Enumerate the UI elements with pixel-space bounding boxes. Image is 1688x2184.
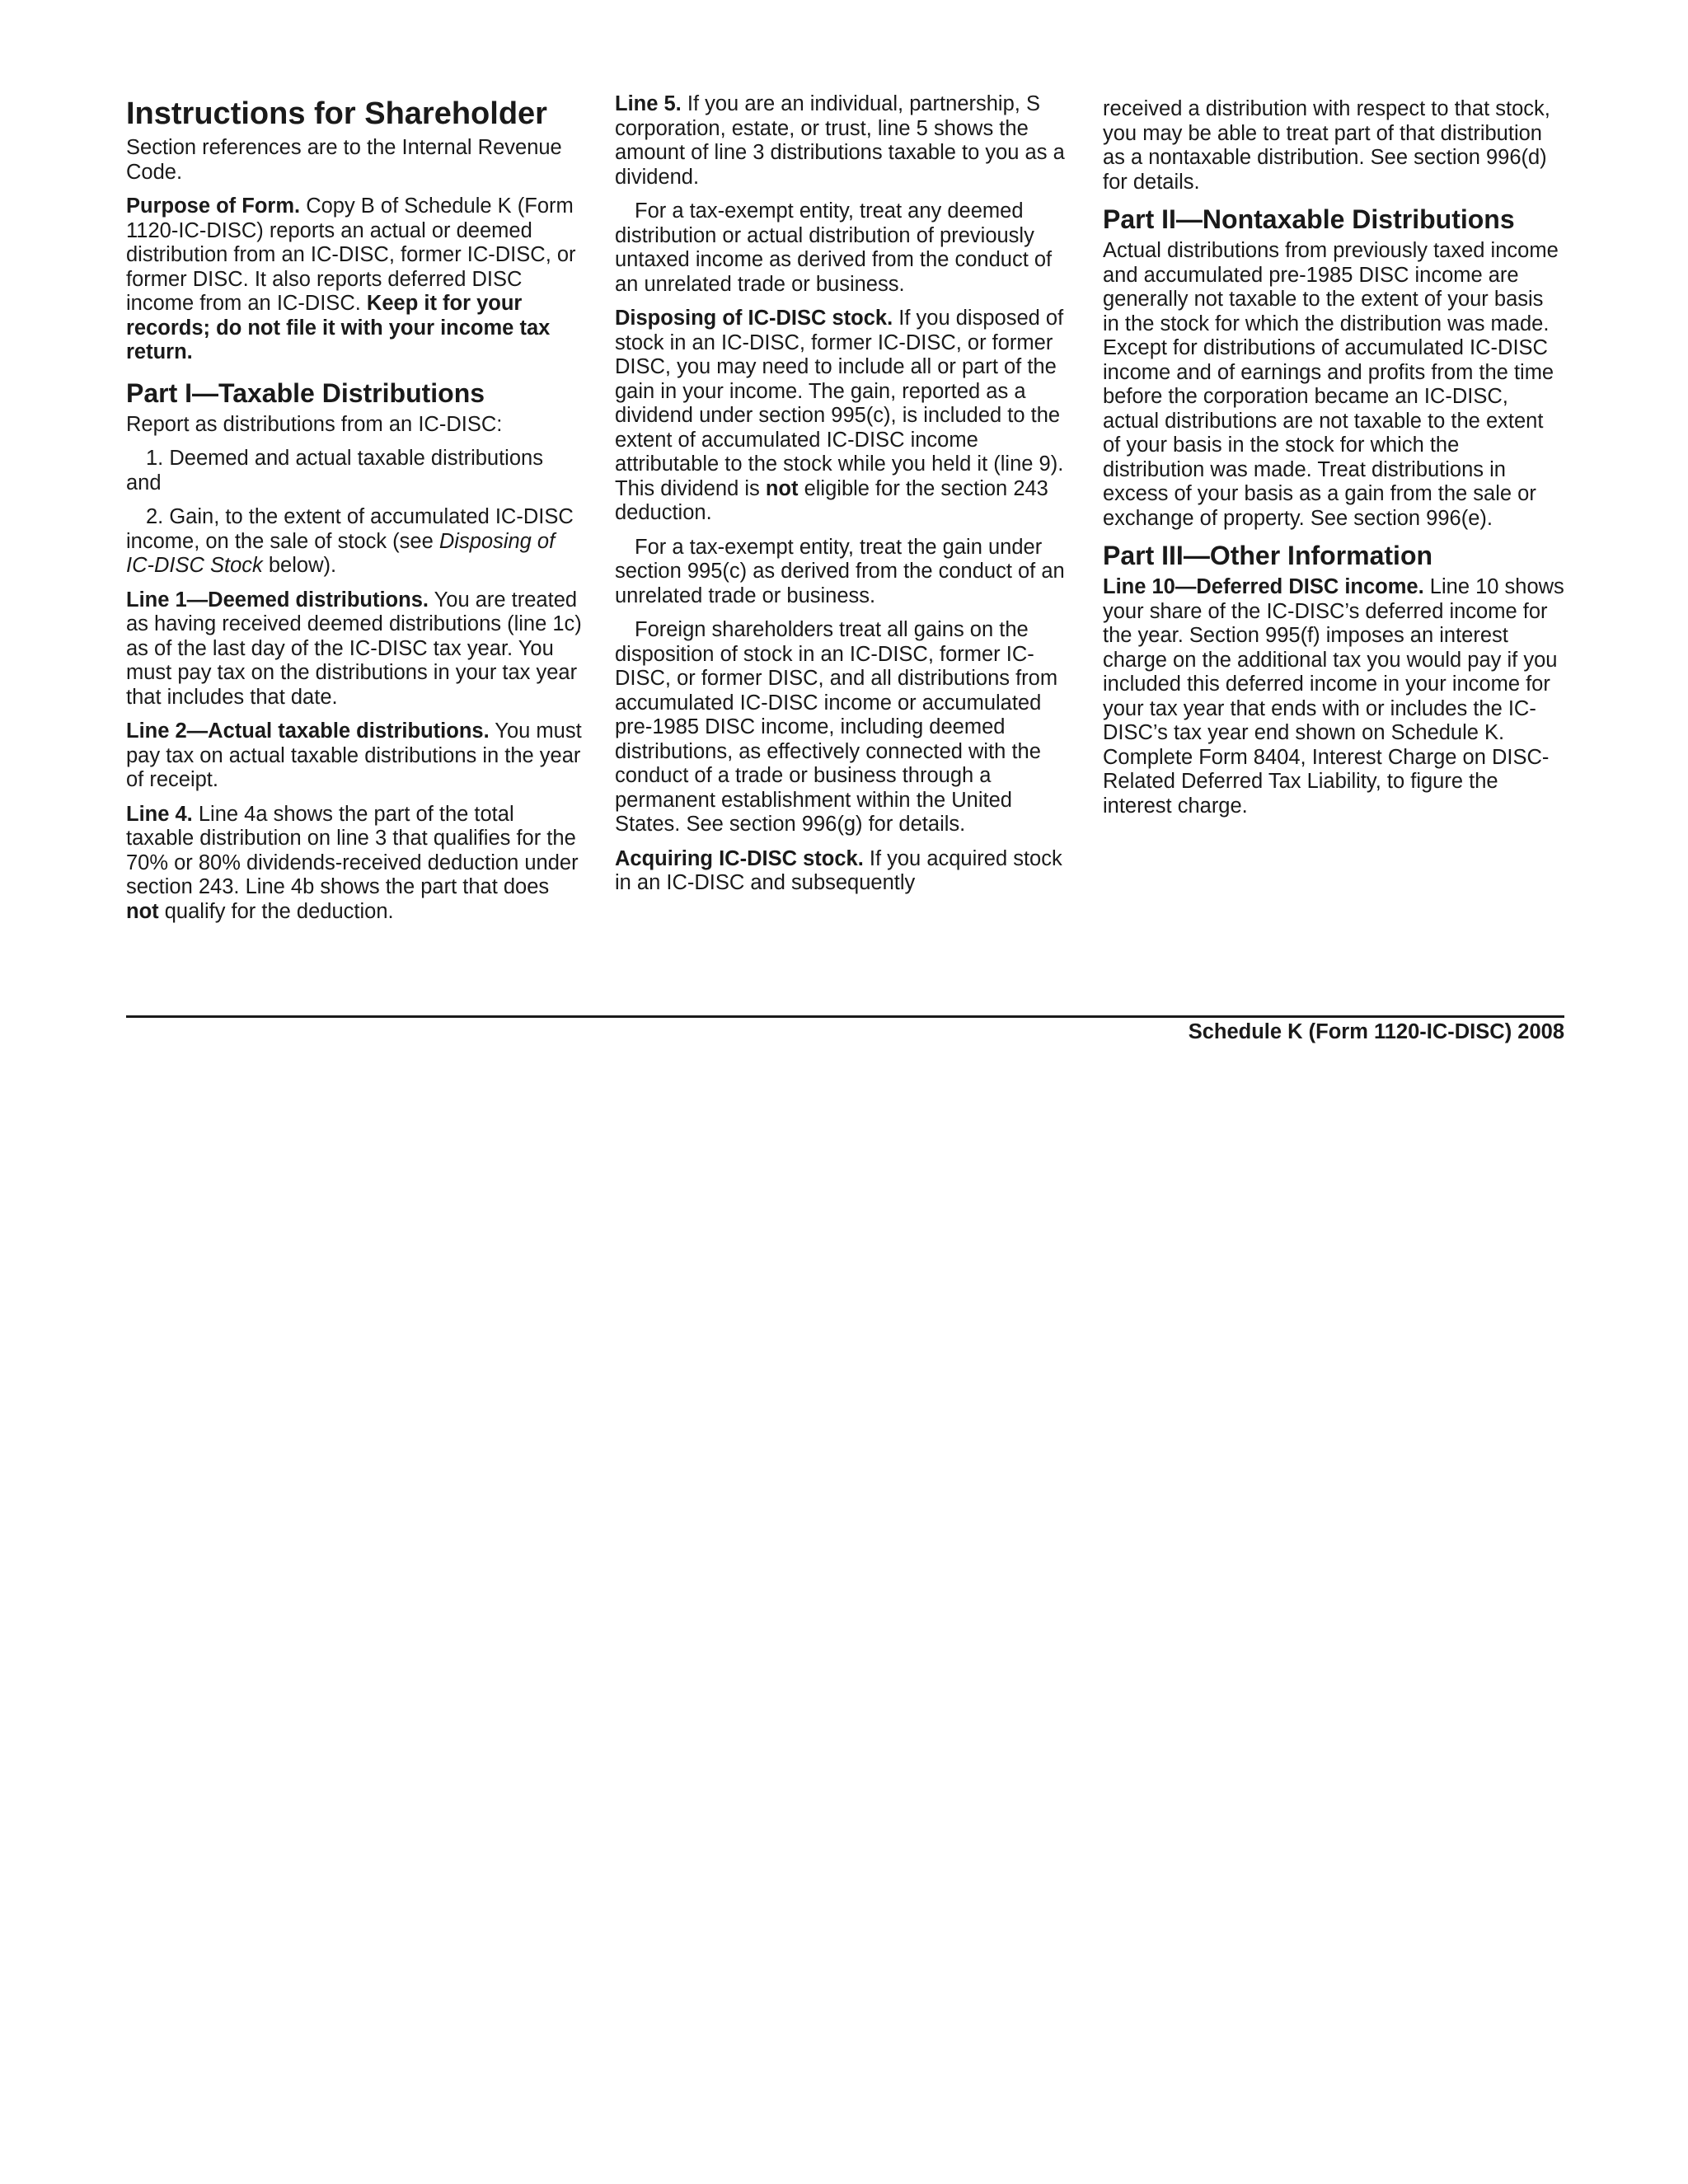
disposing-body: If you disposed of stock in an IC-DISC, former IC-DISC, or former DISC, you may need to include all or part of the gain in your income. The gain, reported as a dividend under section 995(c), is included to the extent of accumulated IC-DISC income attributable to the stock while you held it (line 9). This dividend is — [615, 307, 1064, 500]
column-3 — [1103, 97, 1564, 828]
purpose-paragraph — [126, 194, 584, 365]
line10-paragraph — [1103, 575, 1564, 818]
acquiring-body: If you acquired stock in an IC-DISC and subsequently — [615, 846, 1062, 894]
item2-text: 2. Gain, to the extent of accumulated IC-DISC income, on the sale of stock (see — [126, 505, 574, 553]
part1-intro: Report as distributions from an IC-DISC: — [126, 412, 503, 436]
line5-body: If you are an individual, partnership, S corporation, estate, or trust, line 5 shows the amount of line 3 distributions taxable to you as a dividend. — [615, 92, 1065, 189]
line2-body: You must pay tax on actual taxable distributions in the year of receipt. — [126, 719, 582, 791]
line4-paragraph — [126, 803, 584, 925]
line4-body-end: qualify for the deduction. — [158, 899, 394, 923]
part1-item-2 — [126, 505, 584, 579]
part1-heading: Part I—Taxable Distributions — [126, 377, 485, 408]
acquiring-paragraph — [615, 847, 1076, 896]
line1-paragraph — [126, 588, 584, 710]
line4-heading: Line 4. — [126, 802, 193, 826]
tax-exempt-paragraph-2: For a tax-exempt entity, treat the gain under section 995(c) as derived from the conduct of an unrelated trade or business. — [615, 535, 1065, 607]
part3-heading: Part III—Other Information — [1103, 541, 1433, 570]
acquiring-heading: Acquiring IC-DISC stock. — [615, 846, 864, 870]
item2-italic-ref: Disposing of IC-DISC Stock — [126, 529, 556, 577]
acquiring-continued: received a distribution with respect to that stock, you may be able to treat part of that distribution as a nontaxable distribution. See section 996(d) for details. — [1103, 97, 1550, 194]
item2-text-end: below). — [262, 554, 337, 577]
page-title: Instructions for Shareholder — [126, 96, 547, 131]
disposing-body-end: eligible for the section 243 deduction. — [615, 476, 1048, 524]
line10-body: Line 10 shows your share of the IC-DISC’s deferred income for the year. Section 995(f) imposes an interest charge on the additional tax you would pay if you included this deferred income in your income for your tax year that ends with or includes the IC-DISC’s tax year end shown on Schedule K. Complete Form 8404, Interest Charge on DISC-Related Deferred Tax Liability, to figure the interest charge. — [1103, 575, 1564, 818]
line1-heading: Line 1—Deemed distributions. — [126, 588, 429, 612]
part2-heading: Part II—Nontaxable Distributions — [1103, 204, 1515, 234]
page-footer: Schedule K (Form 1120-IC-DISC) 2008 — [1188, 1020, 1564, 1043]
line10-heading: Line 10—Deferred DISC income. — [1103, 575, 1424, 598]
purpose-keep-note: Keep it for your records; do not file it with your income tax return. — [126, 292, 551, 363]
line1-body: You are treated as having received deemed distributions (line 1c) as of the last day of the IC-DISC tax year. You must pay tax on the distributions in your tax year that includes that date. — [126, 588, 582, 709]
line2-heading: Line 2—Actual taxable distributions. — [126, 719, 490, 743]
purpose-body: Copy B of Schedule K (Form 1120-IC-DISC) reports an actual or deemed distribution from an IC-DISC, former IC-DISC, or former DISC. It also reports deferred DISC income from an IC-DISC. — [126, 194, 576, 315]
column-1 — [126, 92, 584, 934]
tax-exempt-paragraph-1: For a tax-exempt entity, treat any deemed distribution or actual distribution of previously untaxed income as derived from the conduct of an unrelated trade or business. — [615, 199, 1053, 296]
disposing-paragraph — [615, 307, 1076, 526]
line4-emphasis: not — [126, 899, 159, 923]
line4-body: Line 4a shows the part of the total taxable distribution on line 3 that qualifies for the 70% or 80% dividends-received deduction under section 243. Line 4b shows the part that does — [126, 802, 579, 898]
line5-heading: Line 5. — [615, 92, 682, 115]
disposing-heading: Disposing of IC-DISC stock. — [615, 307, 893, 330]
purpose-heading: Purpose of Form. — [126, 194, 301, 218]
footer-rule — [126, 1015, 1564, 1018]
line2-paragraph — [126, 719, 584, 793]
line5-paragraph — [615, 92, 1076, 190]
intro-text: Section references are to the Internal Revenue Code. — [126, 136, 562, 184]
part1-item-1: 1. Deemed and actual taxable distributions and — [126, 447, 543, 494]
part2-body: Actual distributions from previously taxed income and accumulated pre-1985 DISC income are generally not taxable to the extent of your basis in the stock for which the distribution was made. Except for distributions of accumulated IC-DISC income and of earnings and profits from the time before the corporation became an IC-DISC, actual distributions are not taxable to the extent of your basis in the stock for which the distribution was made. Treat distributions in excess of your basis as a gain from the sale or exchange of property. See section 996(e). — [1103, 239, 1559, 530]
column-2 — [615, 92, 1076, 906]
foreign-shareholders-paragraph: Foreign shareholders treat all gains on the disposition of stock in an IC-DISC, former IC-DISC, or former DISC, and all distributions from accumulated IC-DISC income or accumulated pre-1985 DISC income, including deemed distributions, as effectively connected with the conduct of a trade or business through a permanent establishment within the United States. See section 996(g) for details. — [615, 618, 1058, 836]
disposing-emphasis: not — [765, 476, 799, 500]
